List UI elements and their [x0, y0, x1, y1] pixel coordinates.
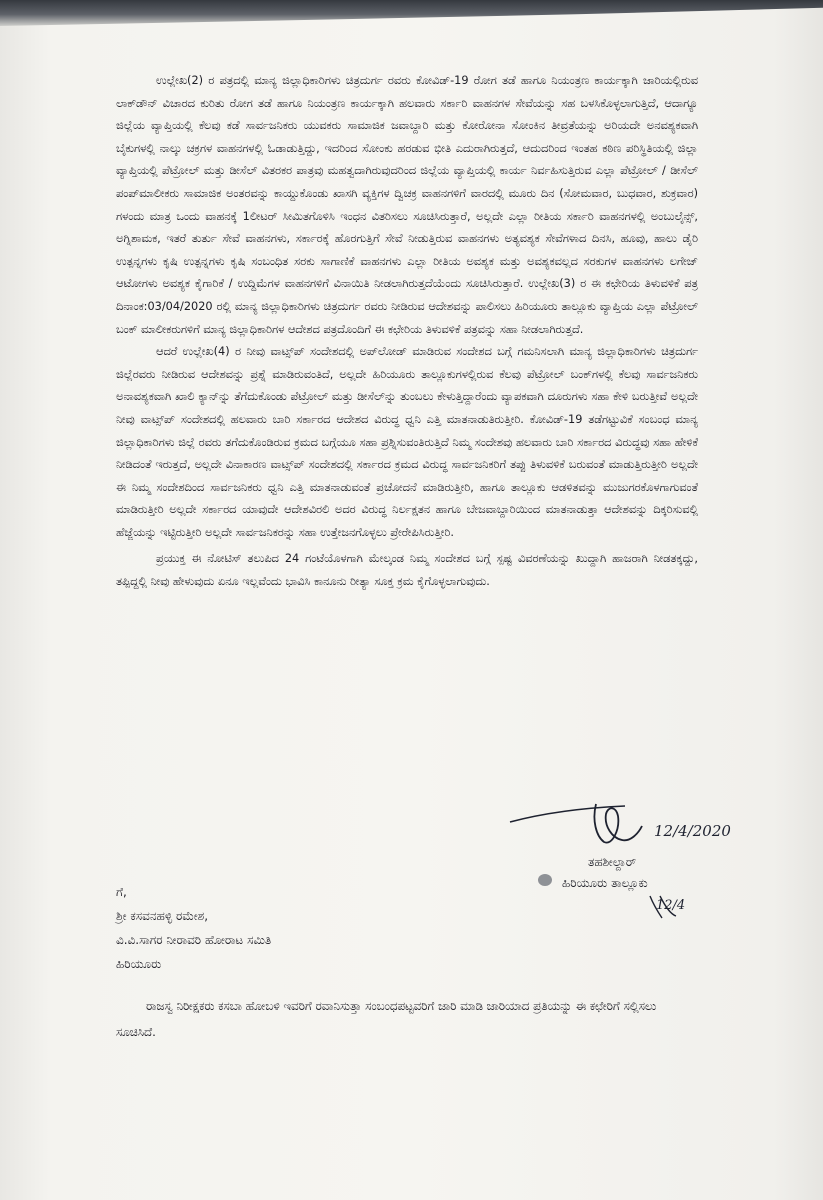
paragraph-3: ಪ್ರಯುಕ್ತ ಈ ನೋಟಿಸ್ ತಲುಪಿದ 24 ಗಂಟೆಯೊಳಗಾಗಿ ಮೇಲ್ಕಂಡ ನಿಮ್ಮ ಸಂದೇಶದ ಬಗ್ಗೆ ಸ್ಪಷ್ಟ ವಿವರಣೆಯನ್ನು ಖುದ್ದಾಗಿ ಹಾಜರಾಗಿ ನೀಡತಕ್ಕದ್ದು, ತಪ್ಪಿದ್ದಲ್ಲಿ ನೀವು ಹೇಳುವುದು ಏನೂ ಇಲ್ಲವೆಂದು ಭಾವಿಸಿ ಕಾನೂನು ರೀತ್ಯಾ ಸೂಕ್ತ ಕ್ರಮ ಕೈಗೊಳ್ಳಲಾಗುವುದು. [116, 552, 698, 589]
letter-body [116, 70, 698, 594]
copy-note: ರಾಜಸ್ವ ನಿರೀಕ್ಷಕರು ಕಸಬಾ ಹೋಬಳಿ ಇವರಿಗೆ ರವಾನಿಸುತ್ತಾ ಸಂಬಂಧಪಟ್ಟವರಿಗೆ ಜಾರಿ ಮಾಡಿ ಜಾರಿಯಾದ ಪ್ರತಿಯನ್ನು ಈ ಕಛೇರಿಗೆ ಸಲ್ಲಿಸಲು ಸೂಚಿಸಿದೆ. [116, 999, 657, 1039]
recipient-org: ವಿ.ವಿ.ಸಾಗರ ನೀರಾವರಿ ಹೋರಾಟ ಸಮಿತಿ [116, 933, 272, 947]
signatory-title: ತಹಶೀಲ್ದಾರ್ [588, 855, 637, 869]
signatory-office: ಹಿರಿಯೂರು ತಾಲ್ಲೂಕು [562, 876, 648, 890]
paragraph-1: ಉಲ್ಲೇಖ(2) ರ ಪತ್ರದಲ್ಲಿ ಮಾನ್ಯ ಜಿಲ್ಲಾಧಿಕಾರಿಗಳು ಚಿತ್ರದುರ್ಗ ರವರು ಕೋವಿಡ್-19 ರೋಗ ತಡೆ ಹಾಗೂ ನಿಯಂತ್ರಣ ಕಾರ್ಯಕ್ಕಾಗಿ ಜಾರಿಯಲ್ಲಿರುವ ಲಾಕ್‌ಡೌನ್ ವಿಚಾರದ ಕುರಿತು ರೋಗ ತಡೆ ಹಾಗೂ ನಿಯಂತ್ರಣ ಕಾರ್ಯಕ್ಕಾಗಿ ಹಲವಾರು ಸರ್ಕಾರಿ ವಾಹನಗಳ ಸೇವೆಯನ್ನು ಸಹ ಬಳಸಿಕೊಳ್ಳಲಾಗುತ್ತಿದೆ, ಆದಾಗ್ಯೂ ಜಿಲ್ಲೆಯ ವ್ಯಾಪ್ತಿಯಲ್ಲಿ ಕೆಲವು ಕಡೆ ಸಾರ್ವಜನಿಕರು ಯುವಕರು ಸಾಮಾಜಿಕ ಜವಾಬ್ದಾರಿ ಮತ್ತು ಕೋರೋನಾ ಸೋಂಕಿನ ತೀವ್ರತೆಯನ್ನು ಅರಿಯದೇ ಅನವಶ್ಯಕವಾಗಿ ಬೈಕುಗಳಲ್ಲಿ ನಾಲ್ಕು ಚಕ್ರಗಳ ವಾಹನಗಳಲ್ಲಿ ಓಡಾಡುತ್ತಿದ್ದು, ಇದರಿಂದ ಸೋಂಕು ಹರಡುವ ಭೀತಿ ಎದುರಾಗಿರುತ್ತದೆ, ಆದುದರಿಂದ ಇಂತಹ ಕಠಿಣ ಪರಿಸ್ಥಿತಿಯಲ್ಲಿ ಜಿಲ್ಲಾ ವ್ಯಾಪ್ತಿಯಲ್ಲಿ ಪೆಟ್ರೋಲ್ ಮತ್ತು ಡೀಸೆಲ್ ವಿತರಕರ ಪಾತ್ರವು ಮಹತ್ವದಾಗಿರುವುದರಿಂದ ಜಿಲ್ಲೆಯ ವ್ಯಾಪ್ತಿಯಲ್ಲಿ ಕಾರ್ಯ ನಿರ್ವಹಿಸುತ್ತಿರುವ ಎಲ್ಲಾ ಪೆಟ್ರೋಲ್ / ಡೀಸೆಲ್ ಪಂಪ್‌ಮಾಲೀಕರು ಸಾಮಾಜಿಕ ಅಂತರವನ್ನು ಕಾಯ್ದುಕೊಂಡು ಖಾಸಗಿ ವ್ಯಕ್ತಿಗಳ ದ್ವಿಚಕ್ರ ವಾಹನಗಳಿಗೆ ವಾರದಲ್ಲಿ ಮೂರು ದಿನ (ಸೋಮವಾರ, ಬುಧವಾರ, ಶುಕ್ರವಾರ) ಗಳಂದು ಮಾತ್ರ ಒಂದು ವಾಹನಕ್ಕೆ 1ಲೀಟರ್ ಸೀಮಿತಗೊಳಿಸಿ ಇಂಧನ ವಿತರಿಸಲು ಸೂಚಿಸಿರುತ್ತಾರೆ, ಅಲ್ಲದೇ ಎಲ್ಲಾ ರೀತಿಯ ಸರ್ಕಾರಿ ವಾಹನಗಳಲ್ಲಿ ಅಂಬುಲೈನ್ಸ್, ಅಗ್ನಿಶಾಮಕ, ಇತರೆ ತುರ್ತು ಸೇವೆ ವಾಹನಗಳು, ಸರ್ಕಾರಕ್ಕೆ ಹೊರಗುತ್ತಿಗೆ ಸೇವೆ ನೀಡುತ್ತಿರುವ ವಾಹನಗಳು ಅತ್ಯವಶ್ಯಕ ಸೇವೆಗಳಾದ ದಿನಸಿ, ಹೂವು, ಹಾಲು ಡೈರಿ ಉತ್ಪನ್ನಗಳು ಕೃಷಿ ಉತ್ಪನ್ನಗಳು ಕೃಷಿ ಸಂಬಂಧಿತ ಸರಕು ಸಾಗಾಣಿಕೆ ವಾಹನಗಳು ಎಲ್ಲಾ ರೀತಿಯ ಅವಶ್ಯಕ ಮತ್ತು ಅವಶ್ಯಕವಲ್ಲದ ಸರಕುಗಳ ವಾಹನಗಳು ಲಗೇಜ್ ಆಟೋಗಳು ಅವಶ್ಯಕ ಕೈಗಾರಿಕೆ / ಉದ್ದಿಮೆಗಳ ವಾಹನಗಳಿಗೆ ವಿನಾಯಿತಿ ನೀಡಲಾಗಿರುತ್ತದೆಯೆಂದು ಸೂಚಿಸಿರುತ್ತಾರೆ. ಉಲ್ಲೇಖ(3) ರ ಈ ಕಛೇರಿಯ ತಿಳುವಳಿಕೆ ಪತ್ರ ದಿನಾಂಕ:03/04/2020 ರಲ್ಲಿ ಮಾನ್ಯ ಜಿಲ್ಲಾಧಿಕಾರಿಗಳು ಚಿತ್ರದುರ್ಗ ರವರು ನೀಡಿರುವ ಆದೇಶವನ್ನು ಪಾಲಿಸಲು ಹಿರಿಯೂರು ತಾಲ್ಲೂಕು ವ್ಯಾಪ್ತಿಯ ಎಲ್ಲಾ ಪೆಟ್ರೋಲ್ ಬಂಕ್ ಮಾಲೀಕರುಗಳಿಗೆ ಮಾನ್ಯ ಜಿಲ್ಲಾಧಿಕಾರಿಗಳ ಆದೇಶದ ಪತ್ರದೊಂದಿಗೆ ಈ ಕಛೇರಿಯ ತಿಳುವಳಿಕೆ ಪತ್ರವನ್ನು ಸಹಾ ನೀಡಲಾಗಿರುತ್ತದೆ. [116, 74, 698, 336]
recipient-name: ಶ್ರೀ ಕಸವನಹಳ್ಳಿ ರಮೇಶ, [116, 909, 209, 923]
signature-scribble-icon [500, 800, 780, 940]
scan-edge-shadow [0, 0, 823, 26]
recipient-place: ಹಿರಿಯೂರು [116, 957, 162, 971]
to-label: ಗೆ, [116, 885, 127, 899]
ink-smudge [538, 874, 552, 886]
paragraph-2: ಆದರೆ ಉಲ್ಲೇಖ(4) ರ ನೀವು ವಾಟ್ಸ್‌ಪ್ ಸಂದೇಶದಲ್ಲಿ ಅಪ್‌ಲೋಡ್ ಮಾಡಿರುವ ಸಂದೇಶದ ಬಗ್ಗೆ ಗಮನಿಸಲಾಗಿ ಮಾನ್ಯ ಜಿಲ್ಲಾಧಿಕಾರಿಗಳು ಚಿತ್ರದುರ್ಗ ಜಿಲ್ಲೆರವರು ನೀಡಿರುವ ಆದೇಶವನ್ನು ಪ್ರಶ್ನೆ ಮಾಡಿರುವಂತಿದೆ, ಅಲ್ಲದೇ ಹಿರಿಯೂರು ತಾಲ್ಲೂಕುಗಳಲ್ಲಿರುವ ಕೆಲವು ಪೆಟ್ರೋಲ್ ಬಂಕ್‌ಗಳಲ್ಲಿ ಕೆಲವು ಸಾರ್ವಜನಿಕರು ಅನಾವಶ್ಯಕವಾಗಿ ಖಾಲಿ ಕ್ಯಾನ್‌ನ್ನು ತೆಗೆದುಕೊಂಡು ಪೆಟ್ರೋಲ್ ಮತ್ತು ಡೀಸೆಲ್‌ನ್ನು ತುಂಬಲು ಕೇಳುತ್ತಿದ್ದಾರೆಂದು ವ್ಯಾಪಕವಾಗಿ ದೂರುಗಳು ಸಹಾ ಕೇಳಿ ಬರುತ್ತೀವೆ ಅಲ್ಲದೇ ನೀವು ವಾಟ್ಸ್‌ಪ್ ಸಂದೇಶದಲ್ಲಿ ಹಲವಾರು ಬಾರಿ ಸರ್ಕಾರದ ಆದೇಶದ ವಿರುದ್ಧ ಧ್ವನಿ ಎತ್ತಿ ಮಾತನಾಡುತಿರುತ್ತೀರಿ. ಕೋವಿಡ್-19 ತಡೆಗಟ್ಟುವಿಕೆ ಸಂಬಂಧ ಮಾನ್ಯ ಜಿಲ್ಲಾಧಿಕಾರಿಗಳು ಜಿಲ್ಲೆ ರವರು ತಗೆದುಕೊಂಡಿರುವ ಕ್ರಮದ ಬಗ್ಗೆಯೂ ಸಹಾ ಪ್ರಶ್ನಿಸುವಂತಿರುತ್ತಿದೆ ನಿಮ್ಮ ಸಂದೇಶವು ಹಲವಾರು ಬಾರಿ ಸರ್ಕಾರದ ವಿರುದ್ಧವು ಸಹಾ ಹೇಳಿಕೆ ನೀಡಿದಂತೆ ಇರುತ್ತದೆ, ಅಲ್ಲದೇ ವಿನಾಕಾರಣ ವಾಟ್ಸ್‌ಪ್ ಸಂದೇಶದಲ್ಲಿ ಸರ್ಕಾರದ ಕ್ರಮದ ವಿರುದ್ಧ ಸಾರ್ವಜನಿಕರಿಗೆ ತಪ್ಪು ತಿಳುವಳಿಕೆ ಬರುವಂತೆ ಮಾಡುತ್ತಿರುತ್ತೀರಿ ಅಲ್ಲದೇ ಈ ನಿಮ್ಮ ಸಂದೇಶದಿಂದ ಸಾರ್ವಜನಿಕರು ಧ್ವನಿ ಎತ್ತಿ ಮಾತನಾಡುವಂತೆ ಪ್ರಚೋದನೆ ಮಾಡಿರುತ್ತೀರಿ, ಹಾಗೂ ತಾಲ್ಲೂಕು ಆಡಳಿತವನ್ನು ಮುಜುಗರಕೊಳಗಾಗುವಂತೆ ಮಾಡಿರುತ್ತೀರಿ ಅಲ್ಲದೇ ಸರ್ಕಾರದ ಯಾವುದೇ ಆದೇಶವಿರಲಿ ಅದರ ವಿರುದ್ಧ ನಿರ್ಲಕ್ಷತನ ಹಾಗೂ ಬೇಜವಾಬ್ದಾರಿಯಿಂದ ಮಾತನಾಡುತ್ತಾ ಆದೇಶವನ್ನು ದಿಕ್ಕರಿಸುವಲ್ಲಿ ಹೆಜ್ಜೆಯನ್ನು ಇಟ್ಟಿರುತ್ತೀರಿ ಅಲ್ಲದೇ ಸಾರ್ವಜನಿಕರನ್ನು ಸಹಾ ಉತ್ತೇಜನಗೊಳ್ಳಲು ಪ್ರೇರೇಪಿಸಿರುತ್ತೀರಿ. [116, 345, 698, 539]
signature-date: 12/4/2020 [654, 822, 731, 840]
recipient-block [116, 880, 271, 976]
initial-date: 12/4 [656, 898, 686, 913]
signature-block [500, 800, 780, 940]
